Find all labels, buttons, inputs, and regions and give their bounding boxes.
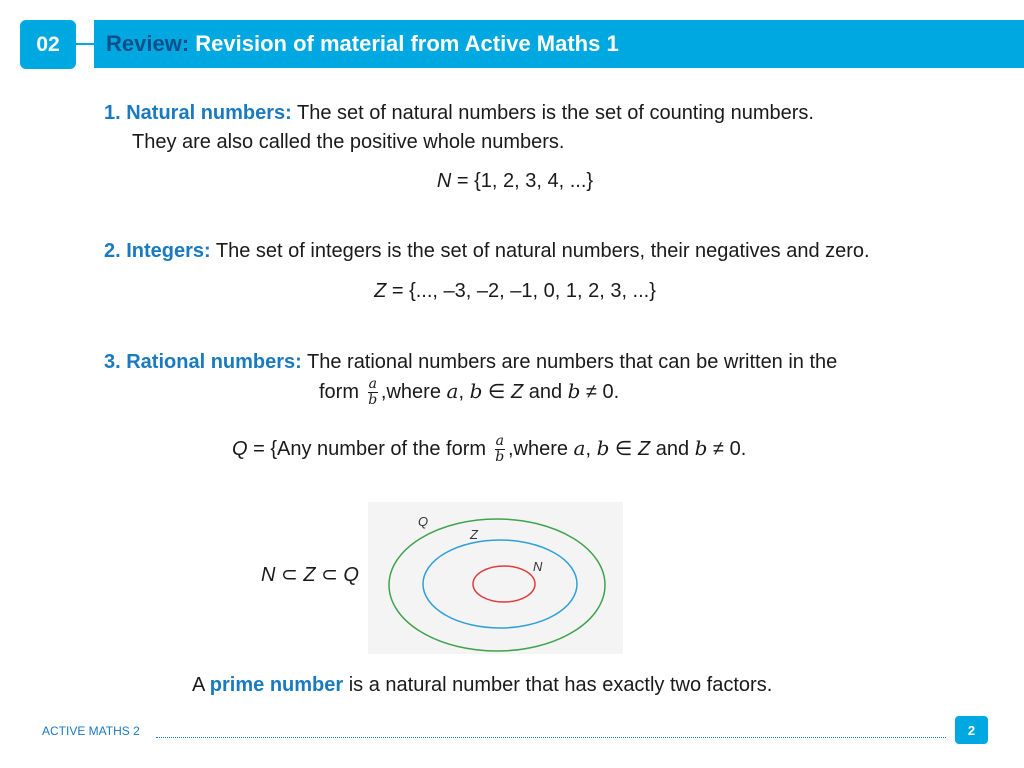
- integers-set-def: = {..., –3, –2, –1, 0, 1, 2, 3, ...}: [386, 280, 656, 302]
- rational-form-word: form: [319, 380, 359, 403]
- subset-z: Z: [303, 564, 316, 586]
- integers-line: [104, 240, 870, 263]
- chapter-badge: 02: [20, 20, 76, 69]
- rational-where: ,where: [380, 380, 447, 403]
- set-element-of: ∈: [609, 437, 638, 460]
- badge-connector: [76, 43, 94, 45]
- var-a: a: [446, 378, 459, 403]
- footer-rule: [156, 737, 946, 738]
- rational-set-symbol: Q: [232, 437, 248, 460]
- set-var-b-2: b: [694, 435, 708, 460]
- natural-set: [0, 170, 1024, 193]
- integers-heading: 2. Integers:: [104, 240, 211, 262]
- set-fraction: [495, 434, 505, 465]
- set-fraction-denominator: b: [495, 449, 505, 465]
- natural-colon: :: [285, 102, 292, 124]
- natural-line-2: [132, 131, 564, 154]
- natural-text-1: The set of natural numbers is the set of counting numbers.: [291, 102, 814, 124]
- set-comma: ,: [585, 437, 597, 460]
- subset-q: Q: [343, 564, 359, 586]
- natural-line-1: [104, 102, 814, 125]
- title-text: Revision of material from Active Maths 1: [195, 31, 619, 56]
- natural-set-symbol: N: [436, 170, 452, 192]
- natural-text-2: They are also called the positive whole numbers.: [132, 131, 565, 153]
- not-equal-zero: ≠ 0.: [580, 380, 620, 403]
- venn-z-ellipse: [423, 540, 577, 628]
- rational-heading: 3. Rational numbers:: [104, 351, 302, 373]
- page-title: [106, 20, 619, 68]
- natural-set-def: = {1, 2, 3, 4, ...}: [451, 170, 594, 192]
- rational-set: [232, 434, 746, 465]
- prime-definition: [192, 674, 772, 697]
- fraction-numerator: a: [368, 376, 377, 392]
- element-of: ∈: [482, 380, 511, 403]
- var-b: b: [469, 378, 483, 403]
- set-where: ,where: [507, 437, 574, 460]
- rational-fraction: [368, 377, 378, 408]
- venn-label-q: Q: [418, 514, 429, 529]
- set-var-a: a: [573, 435, 586, 460]
- prime-prefix: A: [192, 674, 210, 696]
- set-fraction-numerator: a: [495, 433, 504, 449]
- integers-set-symbol: Z: [374, 280, 387, 302]
- rational-line-1: [104, 351, 837, 374]
- rational-set-def: = {Any number of the form: [247, 437, 487, 460]
- subset-symbol-1: ⊂: [275, 564, 304, 586]
- venn-label-n: N: [533, 559, 543, 574]
- set-var-b: b: [596, 435, 610, 460]
- and-text: and: [523, 380, 568, 403]
- set-not-equal-zero: ≠ 0.: [707, 437, 747, 460]
- title-prefix: Review:: [106, 31, 190, 56]
- venn-n-ellipse: [473, 566, 535, 602]
- integers-set: [0, 280, 1024, 303]
- prime-term: prime number: [209, 674, 344, 696]
- subset-symbol-2: ⊂: [315, 564, 344, 586]
- venn-label-z: Z: [470, 527, 478, 542]
- natural-heading: 1. Natural numbers: [104, 102, 286, 124]
- comma: ,: [458, 380, 470, 403]
- z-symbol: Z: [510, 380, 524, 403]
- footer-label: ACTIVE MATHS 2: [42, 724, 140, 738]
- venn-svg: [368, 502, 623, 654]
- page-number: 2: [955, 716, 988, 744]
- set-z-symbol: Z: [637, 437, 651, 460]
- venn-q-ellipse: [389, 519, 605, 651]
- prime-text: is a natural number that has exactly two factors.: [343, 674, 773, 696]
- rational-text: The rational numbers are numbers that can be written in the: [301, 351, 838, 373]
- set-and: and: [650, 437, 695, 460]
- fraction-denominator: b: [368, 392, 378, 408]
- subset-relation: [261, 562, 359, 587]
- var-b-2: b: [567, 378, 581, 403]
- rational-line-2: [319, 377, 619, 408]
- venn-diagram: [368, 502, 623, 654]
- integers-text: The set of integers is the set of natural numbers, their negatives and zero.: [210, 240, 870, 262]
- subset-n: N: [261, 564, 276, 586]
